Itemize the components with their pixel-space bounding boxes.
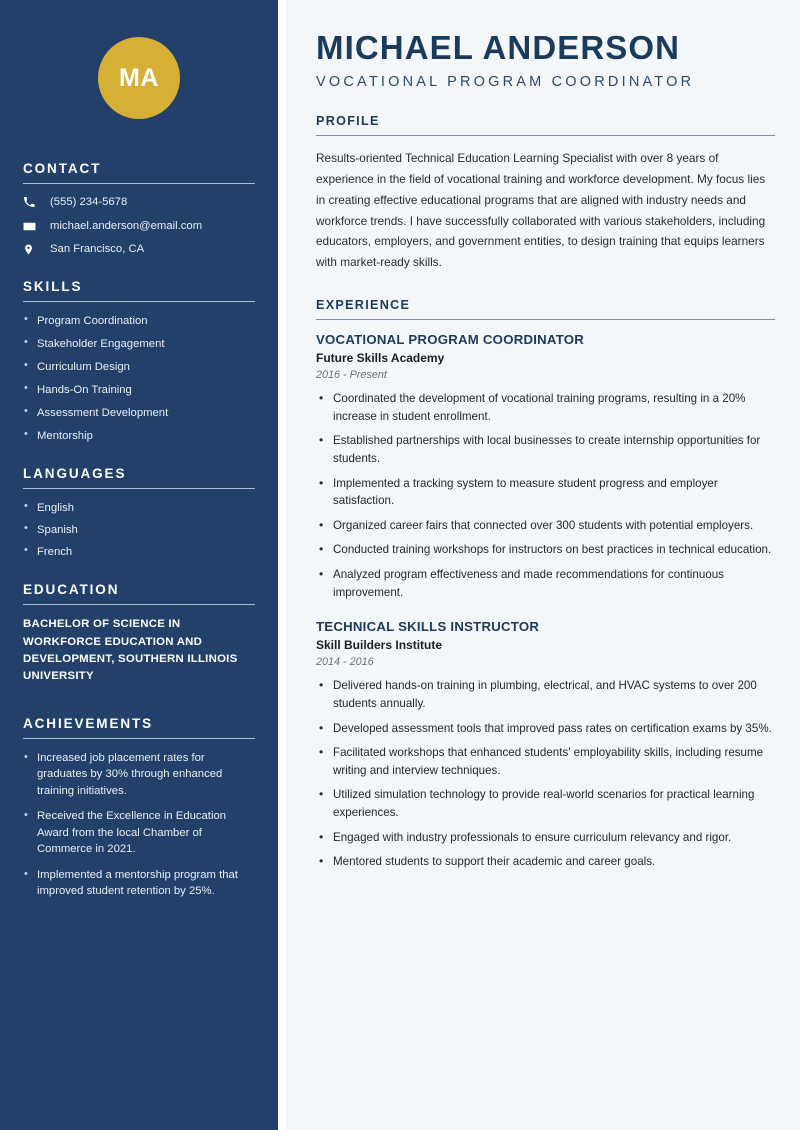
experience-date: 2016 - Present (316, 369, 387, 382)
skills-heading: SKILLS (23, 279, 83, 295)
achievements-section (23, 716, 255, 900)
page-title: MICHAEL ANDERSON (316, 29, 681, 66)
experience-bullet-list (316, 390, 775, 601)
experience-section (316, 298, 775, 871)
contact-email-value: michael.anderson@email.com (50, 219, 203, 232)
contact-row-email[interactable] (23, 219, 255, 234)
education-divider (23, 604, 255, 605)
list-item: • Program Coordination (23, 313, 255, 329)
profile-text: Results-oriented Technical Education Learning Specialist with over 8 years of experience in the field of vocational training and workforce development. My focus lies in creating effective educational programs that are aligned with industry needs and workforce trends. I have successfully collaborated with various stakeholders, including educators, employers, and government entities, to design training that equips learners with market-ready skills. (316, 150, 766, 270)
list-item: • Implemented a tracking system to measure student progress and employer satisfaction. (316, 475, 775, 510)
experience-job-title: TECHNICAL SKILLS INSTRUCTOR (316, 619, 540, 635)
profile-heading: PROFILE (316, 113, 380, 128)
list-item: • Curriculum Design (23, 359, 255, 375)
contact-row-location[interactable] (23, 242, 255, 257)
avatar (98, 37, 180, 119)
skills-divider (23, 301, 255, 302)
list-item: • Conducted training workshops for instructors on best practices in technical education. (316, 541, 775, 559)
achievements-heading: ACHIEVEMENTS (23, 715, 154, 731)
list-item: • Assessment Development (23, 405, 255, 421)
list-item: • Spanish (23, 522, 255, 538)
achievements-list (23, 750, 255, 900)
languages-heading: LANGUAGES (23, 466, 127, 482)
contact-section (23, 161, 255, 257)
languages-section (23, 466, 255, 560)
achievements-divider (23, 738, 255, 739)
list-item: • Mentorship (23, 428, 255, 444)
languages-list (23, 500, 255, 560)
envelope-icon (23, 220, 43, 233)
languages-divider (23, 488, 255, 489)
experience-bullet-list (316, 677, 775, 870)
list-item: • French (23, 544, 255, 560)
list-item: • Increased job placement rates for graduates by 30% through enhanced training initiatives. (23, 750, 255, 799)
list-item: • Engaged with industry professionals to ensure curriculum relevancy and rigor. (316, 829, 775, 847)
list-item: • Stakeholder Engagement (23, 336, 255, 352)
profile-section (316, 114, 775, 273)
main-content (286, 0, 800, 1130)
list-item: • Analyzed program effectiveness and made recommendations for continuous improvement. (316, 566, 775, 601)
list-item: • English (23, 500, 255, 516)
list-item: • Developed assessment tools that improved pass rates on certification exams by 35%. (316, 720, 775, 738)
experience-company: Future Skills Academy (316, 351, 445, 366)
list-item: • Received the Excellence in Education Award from the local Chamber of Commerce in 2021. (23, 808, 255, 857)
list-item: • Utilized simulation technology to provide real-world scenarios for practical learning experiences. (316, 786, 775, 821)
experience-entry (316, 619, 775, 870)
contact-divider (23, 183, 255, 184)
skills-section (23, 279, 255, 444)
contact-phone-value: (555) 234-5678 (50, 196, 128, 208)
skills-list (23, 313, 255, 444)
list-item: • Established partnerships with local businesses to create internship opportunities for students. (316, 432, 775, 467)
experience-job-title: VOCATIONAL PROGRAM COORDINATOR (316, 332, 585, 348)
list-item: • Mentored students to support their academic and career goals. (316, 853, 775, 871)
sidebar (0, 0, 278, 1130)
profile-divider (316, 135, 775, 136)
list-item: • Organized career fairs that connected over 300 students with potential employers. (316, 517, 775, 535)
experience-company: Skill Builders Institute (316, 638, 443, 653)
phone-icon (23, 196, 43, 208)
avatar-container (23, 0, 255, 161)
contact-heading: CONTACT (23, 161, 102, 176)
list-item: • Coordinated the development of vocational training programs, resulting in a 20% increase in student enrollment. (316, 390, 775, 425)
experience-date: 2014 - 2016 (316, 656, 374, 669)
contact-location-value: San Francisco, CA (50, 243, 145, 256)
experience-heading: EXPERIENCE (316, 298, 411, 313)
list-item: • Delivered hands-on training in plumbing, electrical, and HVAC systems to over 200 students annually. (316, 677, 775, 712)
map-pin-icon (23, 243, 43, 256)
education-heading: EDUCATION (23, 582, 120, 598)
avatar-initials: MA (119, 63, 159, 92)
experience-entry (316, 332, 775, 601)
list-item: • Facilitated workshops that enhanced students' employability skills, including resume writing and interview techniques. (316, 744, 775, 779)
education-degree: BACHELOR OF SCIENCE IN WORKFORCE EDUCATION AND DEVELOPMENT, SOUTHERN ILLINOIS UNIVERSITY (23, 618, 238, 683)
experience-divider (316, 319, 775, 320)
column-divider-strip (278, 0, 286, 1130)
education-section (23, 582, 255, 685)
list-item: • Hands-On Training (23, 382, 255, 398)
list-item: • Implemented a mentorship program that improved student retention by 25%. (23, 867, 255, 900)
job-subtitle: VOCATIONAL PROGRAM COORDINATOR (316, 73, 695, 90)
contact-row-phone[interactable] (23, 195, 255, 210)
